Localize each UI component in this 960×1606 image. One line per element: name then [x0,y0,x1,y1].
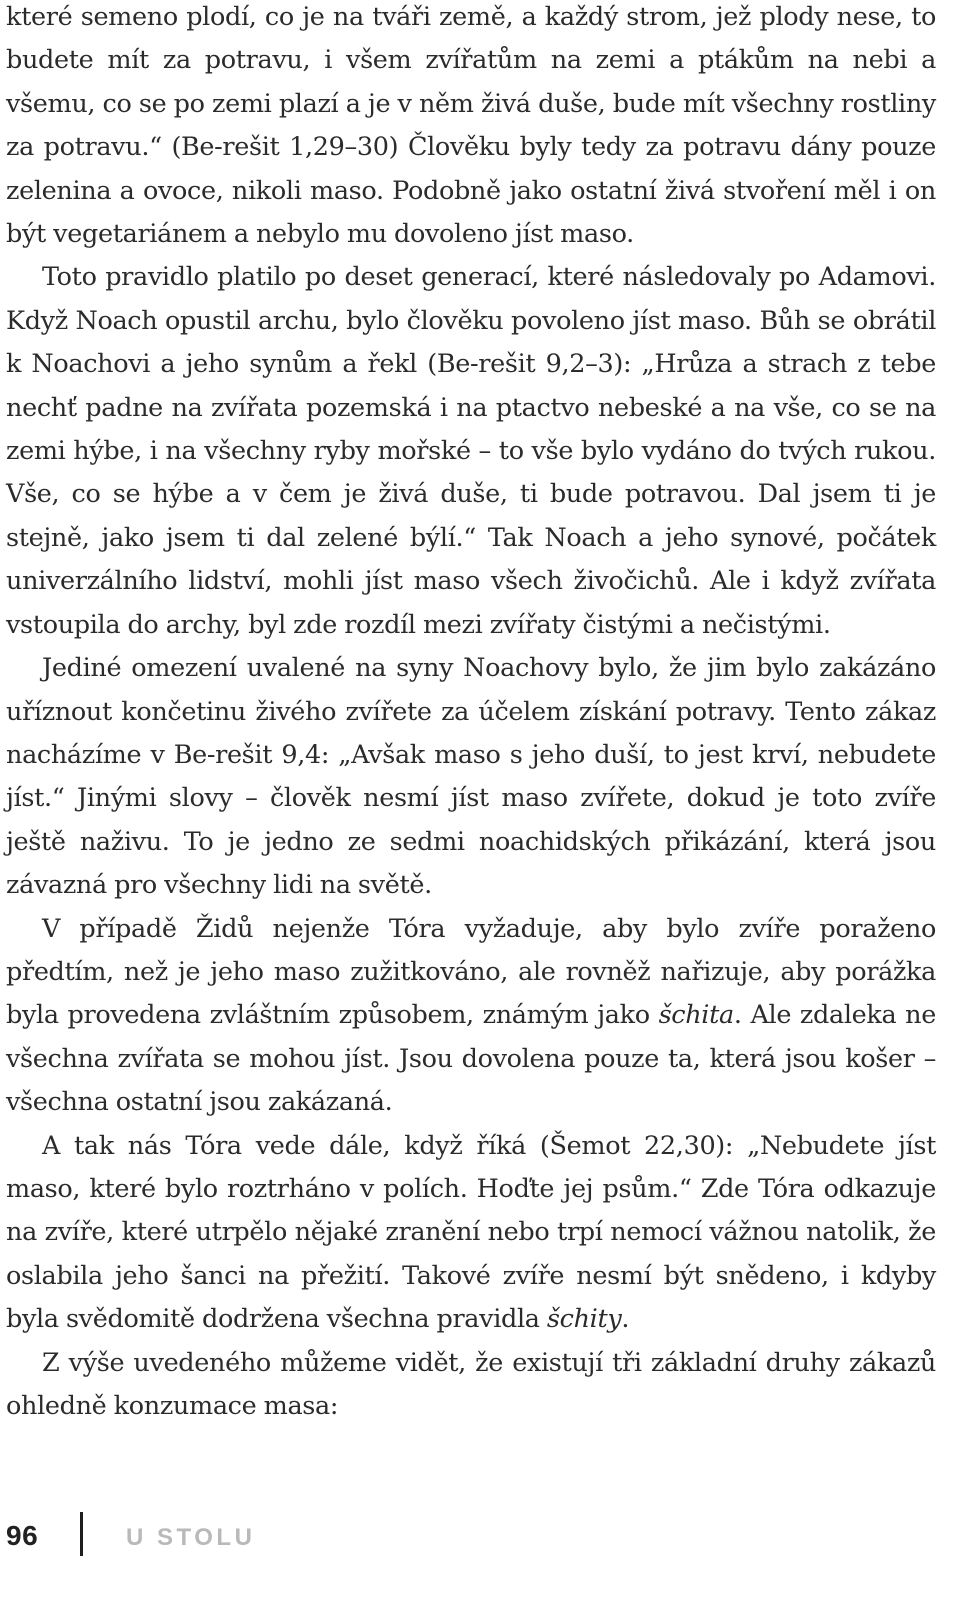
paragraph-2: Toto pravidlo platilo po deset generací, které následovaly po Adamovi. Když Noach opustil archu, bylo člověku povoleno jíst maso. Bůh se obrátil k Noachovi a jeho synům a řekl (Be-rešit 9,2–3): „Hrůza a strach z tebe nechť padne na zvířata pozemská i na ptactvo nebeské a na vše, co se na zemi hýbe, i na všechny ryby mořské – to vše bylo vydáno do tvých rukou. Vše, co se hýbe a v čem je živá duše, ti bude potravou. Dal jsem ti je stejně, jako jsem ti dal zelené býlí.“ Tak Noach a jeho synové, počátek univerzálního lidství, mohli jíst maso všech živočichů. Ale i když zvířata vstoupila do archy, byl zde rozdíl mezi zvířaty čistými a nečistými. [6,262,936,640]
page-footer [0,1512,960,1572]
body-text [6,0,936,1428]
paragraph-4-italic-term: šchita [658,1000,734,1031]
paragraph-5-text-after: . [621,1304,630,1335]
paragraph-4-text-before: V případě Židů nejenže Tóra vyžaduje, aby bylo zvíře poraženo předtím, než je jeho maso zužitkováno, ale rovněž nařizuje, aby porážka byla provedena zvláštním způsobem, známým jako [6,913,936,1031]
paragraph-5-italic-term: šchity [546,1304,622,1335]
paragraph-5-text-before: A tak nás Tóra vede dále, když říká (Šemot 22,30): „Nebudete jíst maso, které bylo roztrháno v polích. Hoďte jej psům.“ Zde Tóra odkazuje na zvíře, které utrpělo nějaké zranění nebo trpí nemocí vážnou natolik, že oslabila jeho šanci na přežití. Takové zvíře nesmí být snědeno, i kdyby byla svědomitě dodržena všechna pravidla [6,1130,936,1335]
paragraph-1: které semeno plodí, co je na tváři země, a každý strom, jež plody nese, to budete mít za potravu, i všem zvířatům na zemi a ptákům na nebi a všemu, co se po zemi plazí a je v něm živá duše, bude mít všechny rostliny za potravu.“ (Be-rešit 1,29–30) Člověku byly tedy za potravu dány pouze zelenina a ovoce, nikoli maso. Podobně jako ostatní živá stvoření měl i on být vegetariánem a nebylo mu dovoleno jíst maso. [6,2,936,250]
paragraph-5 [6,1125,936,1342]
paragraph-4-text-after: . Ale zdaleka ne všechna zvířata se mohou jíst. Jsou dovolena pouze ta, která jsou košer – všechna ostatní jsou zakázaná. [6,1000,936,1118]
paragraph-3: Jediné omezení uvalené na syny Noachovy bylo, že jim bylo zakázáno uříznout končetinu živého zvířete za účelem získání potravy. Tento zákaz nacházíme v Be-rešit 9,4: „Avšak maso s jeho duší, to jest krví, nebudete jíst.“ Jinými slovy – člověk nesmí jíst maso zvířete, dokud je toto zvíře ještě naživu. To je jedno ze sedmi noachidských přikázání, která jsou závazná pro všechny lidi na světě. [6,653,936,901]
footer-divider [80,1512,83,1556]
page-number: 96 [6,1520,39,1551]
paragraph-6: Z výše uvedeného můžeme vidět, že existují tři základní druhy zákazů ohledně konzumace masa: [6,1347,936,1421]
paragraph-4 [6,908,936,1125]
running-head: U STOLU [126,1524,256,1551]
